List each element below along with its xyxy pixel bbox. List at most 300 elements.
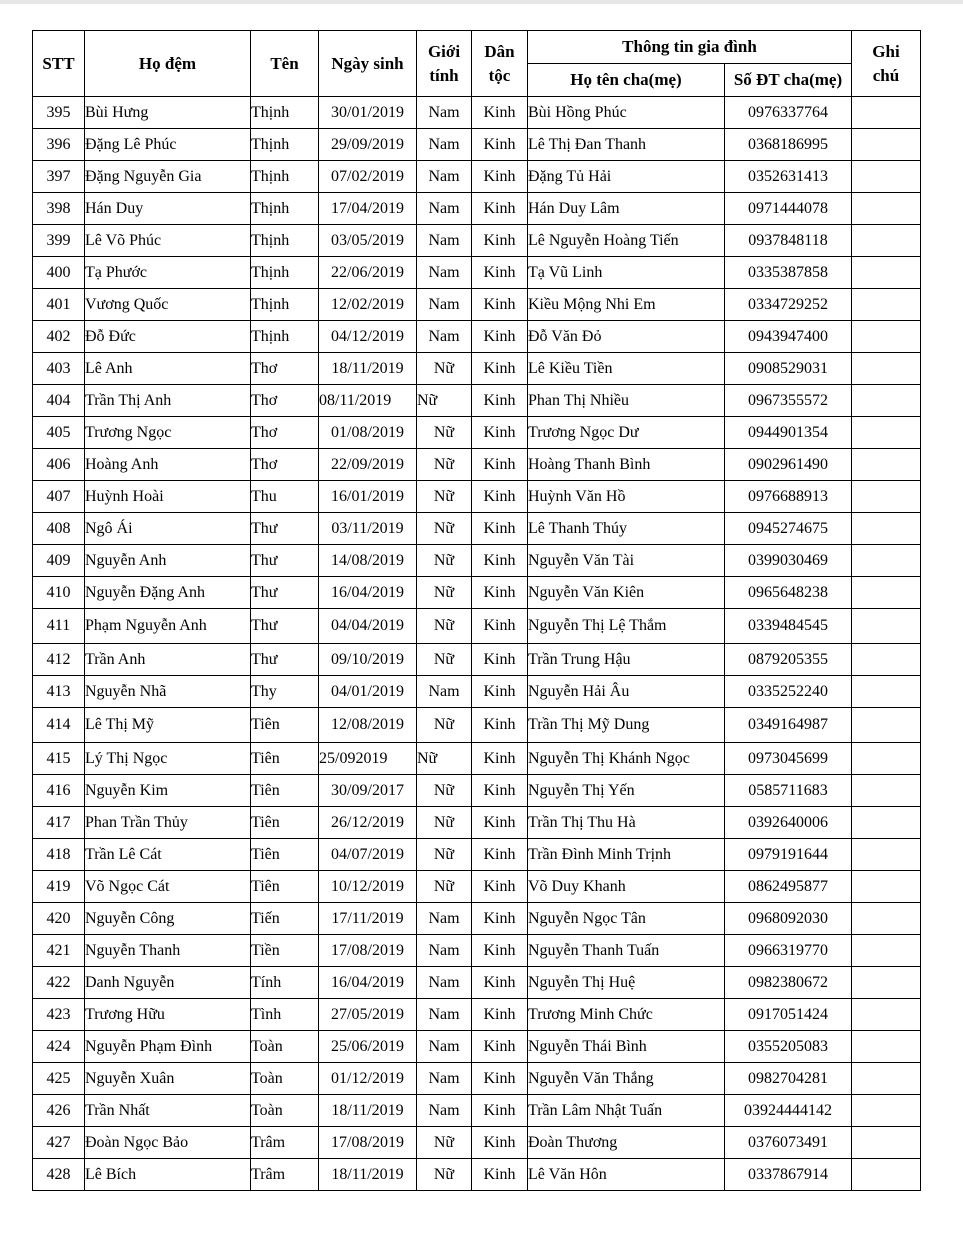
table-row — [33, 129, 921, 161]
table-row — [33, 577, 921, 609]
cell-parent-name: Trần Thị Thu Hà — [528, 807, 725, 839]
cell-ghi-chu — [852, 609, 921, 644]
cell-ghi-chu — [852, 481, 921, 513]
cell-ho-dem: Trần Nhất — [85, 1095, 251, 1127]
cell-dan-toc: Kinh — [472, 839, 528, 871]
cell-ho-dem: Đoàn Ngọc Bảo — [85, 1127, 251, 1159]
cell-ngay-sinh: 10/12/2019 — [319, 871, 417, 903]
cell-stt: 425 — [33, 1063, 85, 1095]
cell-ghi-chu — [852, 903, 921, 935]
cell-ngay-sinh: 26/12/2019 — [319, 807, 417, 839]
cell-dan-toc: Kinh — [472, 257, 528, 289]
cell-ngay-sinh: 18/11/2019 — [319, 353, 417, 385]
cell-stt: 409 — [33, 545, 85, 577]
cell-ho-dem: Lý Thị Ngọc — [85, 743, 251, 775]
cell-parent-name: Võ Duy Khanh — [528, 871, 725, 903]
cell-parent-name: Trương Minh Chức — [528, 999, 725, 1031]
cell-ho-dem: Võ Ngọc Cát — [85, 871, 251, 903]
cell-ghi-chu — [852, 1159, 921, 1191]
cell-parent-name: Lê Thanh Thúy — [528, 513, 725, 545]
cell-gioi-tinh: Nam — [417, 289, 472, 321]
cell-dan-toc: Kinh — [472, 1063, 528, 1095]
cell-ngay-sinh: 04/01/2019 — [319, 676, 417, 708]
cell-stt: 408 — [33, 513, 85, 545]
cell-ten: Thu — [251, 481, 319, 513]
cell-ghi-chu — [852, 289, 921, 321]
cell-ho-dem: Phan Trần Thủy — [85, 807, 251, 839]
cell-ten: Thịnh — [251, 321, 319, 353]
cell-dan-toc: Kinh — [472, 871, 528, 903]
cell-ten: Tiên — [251, 807, 319, 839]
cell-gioi-tinh: Nữ — [417, 481, 472, 513]
cell-parent-phone: 0339484545 — [725, 609, 852, 644]
cell-parent-phone: 0335387858 — [725, 257, 852, 289]
cell-ten: Tiên — [251, 839, 319, 871]
cell-ngay-sinh: 12/08/2019 — [319, 708, 417, 743]
cell-parent-name: Trương Ngọc Dư — [528, 417, 725, 449]
table-row — [33, 775, 921, 807]
table-header — [33, 31, 921, 97]
cell-parent-phone: 0879205355 — [725, 644, 852, 676]
table-row — [33, 417, 921, 449]
cell-ho-dem: Đặng Nguyễn Gia — [85, 161, 251, 193]
cell-ghi-chu — [852, 353, 921, 385]
cell-ho-dem: Đặng Lê Phúc — [85, 129, 251, 161]
cell-dan-toc: Kinh — [472, 609, 528, 644]
table-row — [33, 481, 921, 513]
cell-parent-name: Nguyễn Thị Khánh Ngọc — [528, 743, 725, 775]
cell-parent-phone: 0944901354 — [725, 417, 852, 449]
cell-ho-dem: Lê Anh — [85, 353, 251, 385]
cell-ghi-chu — [852, 775, 921, 807]
cell-ngay-sinh: 09/10/2019 — [319, 644, 417, 676]
cell-ten: Thịnh — [251, 225, 319, 257]
cell-parent-name: Nguyễn Thái Bình — [528, 1031, 725, 1063]
cell-parent-phone: 0862495877 — [725, 871, 852, 903]
cell-parent-name: Nguyễn Thanh Tuấn — [528, 935, 725, 967]
cell-ho-dem: Vương Quốc — [85, 289, 251, 321]
cell-dan-toc: Kinh — [472, 775, 528, 807]
cell-ten: Thơ — [251, 449, 319, 481]
cell-ten: Thịnh — [251, 289, 319, 321]
cell-stt: 419 — [33, 871, 85, 903]
cell-gioi-tinh: Nữ — [417, 807, 472, 839]
cell-gioi-tinh: Nữ — [417, 449, 472, 481]
cell-dan-toc: Kinh — [472, 417, 528, 449]
cell-gioi-tinh: Nam — [417, 257, 472, 289]
cell-dan-toc: Kinh — [472, 193, 528, 225]
cell-parent-phone: 0337867914 — [725, 1159, 852, 1191]
cell-gioi-tinh: Nữ — [417, 1159, 472, 1191]
cell-parent-name: Kiều Mộng Nhi Em — [528, 289, 725, 321]
cell-stt: 404 — [33, 385, 85, 417]
header-ngay-sinh: Ngày sinh — [319, 31, 417, 97]
cell-ho-dem: Phạm Nguyễn Anh — [85, 609, 251, 644]
cell-stt: 405 — [33, 417, 85, 449]
cell-ngay-sinh: 07/02/2019 — [319, 161, 417, 193]
cell-dan-toc: Kinh — [472, 385, 528, 417]
header-parent-phone: Số ĐT cha(mẹ) — [725, 64, 852, 97]
cell-ngay-sinh: 25/06/2019 — [319, 1031, 417, 1063]
cell-dan-toc: Kinh — [472, 903, 528, 935]
cell-parent-phone: 0368186995 — [725, 129, 852, 161]
cell-parent-phone: 0945274675 — [725, 513, 852, 545]
table-row — [33, 257, 921, 289]
cell-ho-dem: Nguyễn Kim — [85, 775, 251, 807]
cell-ten: Trâm — [251, 1127, 319, 1159]
cell-parent-name: Nguyễn Văn Thắng — [528, 1063, 725, 1095]
cell-ghi-chu — [852, 545, 921, 577]
cell-ghi-chu — [852, 577, 921, 609]
cell-ghi-chu — [852, 97, 921, 129]
cell-gioi-tinh: Nam — [417, 935, 472, 967]
header-dan-toc-line2: tộc — [488, 65, 511, 85]
cell-ten: Thư — [251, 644, 319, 676]
cell-parent-name: Nguyễn Ngọc Tân — [528, 903, 725, 935]
cell-ngay-sinh: 16/04/2019 — [319, 577, 417, 609]
cell-ho-dem: Hán Duy — [85, 193, 251, 225]
cell-ten: Tình — [251, 999, 319, 1031]
cell-gioi-tinh: Nam — [417, 97, 472, 129]
table-row — [33, 1159, 921, 1191]
cell-parent-name: Nguyễn Hải Âu — [528, 676, 725, 708]
cell-ten: Tiên — [251, 775, 319, 807]
cell-ghi-chu — [852, 1127, 921, 1159]
cell-ten: Tính — [251, 967, 319, 999]
cell-stt: 403 — [33, 353, 85, 385]
cell-ghi-chu — [852, 513, 921, 545]
table-row — [33, 1031, 921, 1063]
cell-parent-name: Lê Văn Hôn — [528, 1159, 725, 1191]
cell-ho-dem: Nguyễn Công — [85, 903, 251, 935]
table-row — [33, 871, 921, 903]
cell-gioi-tinh: Nam — [417, 193, 472, 225]
table-row — [33, 839, 921, 871]
cell-ten: Toàn — [251, 1031, 319, 1063]
cell-gioi-tinh: Nữ — [417, 609, 472, 644]
cell-parent-phone: 0982704281 — [725, 1063, 852, 1095]
cell-parent-phone: 0335252240 — [725, 676, 852, 708]
cell-parent-name: Đỗ Văn Đỏ — [528, 321, 725, 353]
cell-ngay-sinh: 04/12/2019 — [319, 321, 417, 353]
cell-dan-toc: Kinh — [472, 1031, 528, 1063]
cell-ngay-sinh: 30/09/2017 — [319, 775, 417, 807]
cell-ghi-chu — [852, 193, 921, 225]
cell-ghi-chu — [852, 644, 921, 676]
cell-parent-name: Huỳnh Văn Hồ — [528, 481, 725, 513]
cell-parent-name: Đoàn Thương — [528, 1127, 725, 1159]
cell-parent-phone: 0965648238 — [725, 577, 852, 609]
cell-ghi-chu — [852, 676, 921, 708]
cell-ten: Tiên — [251, 708, 319, 743]
table-row — [33, 743, 921, 775]
cell-gioi-tinh: Nữ — [417, 775, 472, 807]
cell-ngay-sinh: 17/04/2019 — [319, 193, 417, 225]
cell-parent-phone: 0976688913 — [725, 481, 852, 513]
cell-dan-toc: Kinh — [472, 353, 528, 385]
header-ho-dem: Họ đệm — [85, 31, 251, 97]
table-row — [33, 609, 921, 644]
cell-ho-dem: Ngô Ái — [85, 513, 251, 545]
header-gioi-tinh — [417, 31, 472, 97]
cell-stt: 415 — [33, 743, 85, 775]
cell-parent-phone: 0971444078 — [725, 193, 852, 225]
header-gioi-tinh-line2: tính — [429, 65, 459, 85]
cell-dan-toc: Kinh — [472, 545, 528, 577]
cell-ngay-sinh: 22/09/2019 — [319, 449, 417, 481]
cell-stt: 412 — [33, 644, 85, 676]
cell-gioi-tinh: Nam — [417, 129, 472, 161]
table-row — [33, 289, 921, 321]
cell-dan-toc: Kinh — [472, 97, 528, 129]
cell-stt: 424 — [33, 1031, 85, 1063]
cell-dan-toc: Kinh — [472, 935, 528, 967]
cell-ngay-sinh: 17/08/2019 — [319, 1127, 417, 1159]
cell-gioi-tinh: Nữ — [417, 1127, 472, 1159]
table-row — [33, 807, 921, 839]
cell-ngay-sinh: 30/01/2019 — [319, 97, 417, 129]
header-family-info: Thông tin gia đình — [528, 31, 852, 64]
cell-dan-toc: Kinh — [472, 1127, 528, 1159]
cell-parent-name: Lê Nguyễn Hoàng Tiến — [528, 225, 725, 257]
cell-ghi-chu — [852, 449, 921, 481]
cell-ngay-sinh: 01/12/2019 — [319, 1063, 417, 1095]
cell-parent-phone: 0355205083 — [725, 1031, 852, 1063]
cell-gioi-tinh: Nữ — [417, 839, 472, 871]
cell-dan-toc: Kinh — [472, 644, 528, 676]
cell-parent-phone: 0352631413 — [725, 161, 852, 193]
cell-ngay-sinh: 22/06/2019 — [319, 257, 417, 289]
cell-ho-dem: Nguyễn Thanh — [85, 935, 251, 967]
cell-parent-name: Lê Thị Đan Thanh — [528, 129, 725, 161]
cell-dan-toc: Kinh — [472, 449, 528, 481]
cell-dan-toc: Kinh — [472, 513, 528, 545]
cell-parent-phone: 0937848118 — [725, 225, 852, 257]
table-row — [33, 545, 921, 577]
cell-gioi-tinh: Nữ — [417, 644, 472, 676]
table-row — [33, 161, 921, 193]
cell-parent-phone: 0967355572 — [725, 385, 852, 417]
table-row — [33, 1127, 921, 1159]
cell-stt: 398 — [33, 193, 85, 225]
cell-stt: 417 — [33, 807, 85, 839]
cell-ngay-sinh: 16/04/2019 — [319, 967, 417, 999]
cell-ho-dem: Trần Thị Anh — [85, 385, 251, 417]
cell-dan-toc: Kinh — [472, 967, 528, 999]
cell-ho-dem: Lê Bích — [85, 1159, 251, 1191]
cell-gioi-tinh: Nam — [417, 1031, 472, 1063]
cell-ten: Thư — [251, 545, 319, 577]
cell-stt: 421 — [33, 935, 85, 967]
table-row — [33, 676, 921, 708]
cell-ngay-sinh: 17/11/2019 — [319, 903, 417, 935]
cell-parent-name: Hán Duy Lâm — [528, 193, 725, 225]
table-row — [33, 385, 921, 417]
cell-stt: 411 — [33, 609, 85, 644]
cell-ten: Thịnh — [251, 257, 319, 289]
cell-ghi-chu — [852, 708, 921, 743]
cell-ho-dem: Nguyễn Phạm Đình — [85, 1031, 251, 1063]
table-row — [33, 1063, 921, 1095]
cell-parent-name: Nguyễn Thị Yến — [528, 775, 725, 807]
cell-gioi-tinh: Nữ — [417, 577, 472, 609]
cell-ten: Thịnh — [251, 129, 319, 161]
cell-stt: 406 — [33, 449, 85, 481]
cell-parent-phone: 03924444142 — [725, 1095, 852, 1127]
table-row — [33, 644, 921, 676]
cell-ghi-chu — [852, 1031, 921, 1063]
cell-ho-dem: Trương Ngọc — [85, 417, 251, 449]
cell-dan-toc: Kinh — [472, 999, 528, 1031]
cell-stt: 416 — [33, 775, 85, 807]
cell-ten: Tiền — [251, 935, 319, 967]
header-dan-toc — [472, 31, 528, 97]
cell-stt: 407 — [33, 481, 85, 513]
header-ghi-chu — [852, 31, 921, 97]
cell-dan-toc: Kinh — [472, 708, 528, 743]
cell-ghi-chu — [852, 161, 921, 193]
cell-stt: 400 — [33, 257, 85, 289]
cell-ghi-chu — [852, 321, 921, 353]
cell-ghi-chu — [852, 839, 921, 871]
cell-ho-dem: Nguyễn Nhã — [85, 676, 251, 708]
cell-gioi-tinh: Nữ — [417, 871, 472, 903]
cell-parent-name: Nguyễn Văn Tài — [528, 545, 725, 577]
cell-dan-toc: Kinh — [472, 321, 528, 353]
cell-gioi-tinh: Nam — [417, 676, 472, 708]
cell-ngay-sinh: 08/11/2019 — [319, 385, 417, 417]
header-ghi-chu-line2: chú — [872, 65, 900, 85]
cell-ten: Thịnh — [251, 161, 319, 193]
header-ten: Tên — [251, 31, 319, 97]
cell-gioi-tinh: Nam — [417, 225, 472, 257]
header-ghi-chu-line1: Ghi — [872, 41, 900, 61]
cell-ho-dem: Huỳnh Hoài — [85, 481, 251, 513]
table-row — [33, 97, 921, 129]
cell-ho-dem: Danh Nguyễn — [85, 967, 251, 999]
cell-ngay-sinh: 14/08/2019 — [319, 545, 417, 577]
cell-parent-name: Trần Thị Mỹ Dung — [528, 708, 725, 743]
cell-ghi-chu — [852, 871, 921, 903]
cell-stt: 410 — [33, 577, 85, 609]
cell-parent-name: Đặng Tủ Hải — [528, 161, 725, 193]
cell-ho-dem: Nguyễn Anh — [85, 545, 251, 577]
cell-parent-name: Bùi Hồng Phúc — [528, 97, 725, 129]
cell-ngay-sinh: 04/07/2019 — [319, 839, 417, 871]
table-row — [33, 353, 921, 385]
cell-ghi-chu — [852, 935, 921, 967]
cell-dan-toc: Kinh — [472, 577, 528, 609]
cell-dan-toc: Kinh — [472, 743, 528, 775]
cell-ghi-chu — [852, 999, 921, 1031]
cell-gioi-tinh: Nữ — [417, 417, 472, 449]
cell-parent-name: Tạ Vũ Linh — [528, 257, 725, 289]
cell-stt: 413 — [33, 676, 85, 708]
cell-gioi-tinh: Nam — [417, 999, 472, 1031]
table-row — [33, 967, 921, 999]
cell-gioi-tinh: Nam — [417, 903, 472, 935]
cell-ngay-sinh: 27/05/2019 — [319, 999, 417, 1031]
cell-ho-dem: Trần Lê Cát — [85, 839, 251, 871]
cell-gioi-tinh: Nữ — [417, 708, 472, 743]
cell-parent-phone: 0982380672 — [725, 967, 852, 999]
cell-gioi-tinh: Nữ — [417, 743, 472, 775]
table-row — [33, 903, 921, 935]
cell-ghi-chu — [852, 1095, 921, 1127]
cell-ten: Tiên — [251, 743, 319, 775]
cell-stt: 422 — [33, 967, 85, 999]
cell-ho-dem: Lê Võ Phúc — [85, 225, 251, 257]
cell-ngay-sinh: 29/09/2019 — [319, 129, 417, 161]
cell-parent-phone: 0979191644 — [725, 839, 852, 871]
table-row — [33, 999, 921, 1031]
cell-ten: Thư — [251, 513, 319, 545]
cell-ten: Thư — [251, 577, 319, 609]
cell-parent-phone: 0334729252 — [725, 289, 852, 321]
cell-gioi-tinh: Nữ — [417, 353, 472, 385]
cell-ho-dem: Nguyễn Xuân — [85, 1063, 251, 1095]
table-row — [33, 935, 921, 967]
cell-stt: 420 — [33, 903, 85, 935]
cell-stt: 397 — [33, 161, 85, 193]
cell-parent-phone: 0585711683 — [725, 775, 852, 807]
cell-parent-phone: 0399030469 — [725, 545, 852, 577]
cell-ghi-chu — [852, 385, 921, 417]
cell-dan-toc: Kinh — [472, 807, 528, 839]
cell-ngay-sinh: 12/02/2019 — [319, 289, 417, 321]
cell-ten: Trâm — [251, 1159, 319, 1191]
cell-gioi-tinh: Nam — [417, 161, 472, 193]
cell-stt: 402 — [33, 321, 85, 353]
cell-parent-phone: 0968092030 — [725, 903, 852, 935]
cell-dan-toc: Kinh — [472, 676, 528, 708]
cell-gioi-tinh: Nữ — [417, 513, 472, 545]
page-top-border — [0, 0, 963, 4]
cell-dan-toc: Kinh — [472, 225, 528, 257]
cell-ngay-sinh: 25/092019 — [319, 743, 417, 775]
cell-dan-toc: Kinh — [472, 289, 528, 321]
cell-gioi-tinh: Nam — [417, 1063, 472, 1095]
cell-parent-phone: 0976337764 — [725, 97, 852, 129]
cell-stt: 427 — [33, 1127, 85, 1159]
cell-ghi-chu — [852, 417, 921, 449]
table-row — [33, 449, 921, 481]
cell-ghi-chu — [852, 257, 921, 289]
cell-parent-phone: 0917051424 — [725, 999, 852, 1031]
table-body — [33, 97, 921, 1191]
header-parent-name: Họ tên cha(mẹ) — [528, 64, 725, 97]
cell-gioi-tinh: Nam — [417, 1095, 472, 1127]
cell-stt: 414 — [33, 708, 85, 743]
cell-dan-toc: Kinh — [472, 161, 528, 193]
cell-ten: Thơ — [251, 417, 319, 449]
cell-parent-phone: 0392640006 — [725, 807, 852, 839]
cell-ghi-chu — [852, 129, 921, 161]
cell-ten: Tiến — [251, 903, 319, 935]
cell-ghi-chu — [852, 967, 921, 999]
cell-ghi-chu — [852, 225, 921, 257]
cell-parent-name: Nguyễn Thị Huệ — [528, 967, 725, 999]
cell-parent-name: Trần Đình Minh Trịnh — [528, 839, 725, 871]
cell-ngay-sinh: 18/11/2019 — [319, 1159, 417, 1191]
cell-ghi-chu — [852, 743, 921, 775]
cell-ten: Toàn — [251, 1063, 319, 1095]
cell-dan-toc: Kinh — [472, 129, 528, 161]
header-dan-toc-line1: Dân — [484, 41, 515, 61]
cell-ho-dem: Tạ Phước — [85, 257, 251, 289]
table-row — [33, 513, 921, 545]
cell-ngay-sinh: 18/11/2019 — [319, 1095, 417, 1127]
